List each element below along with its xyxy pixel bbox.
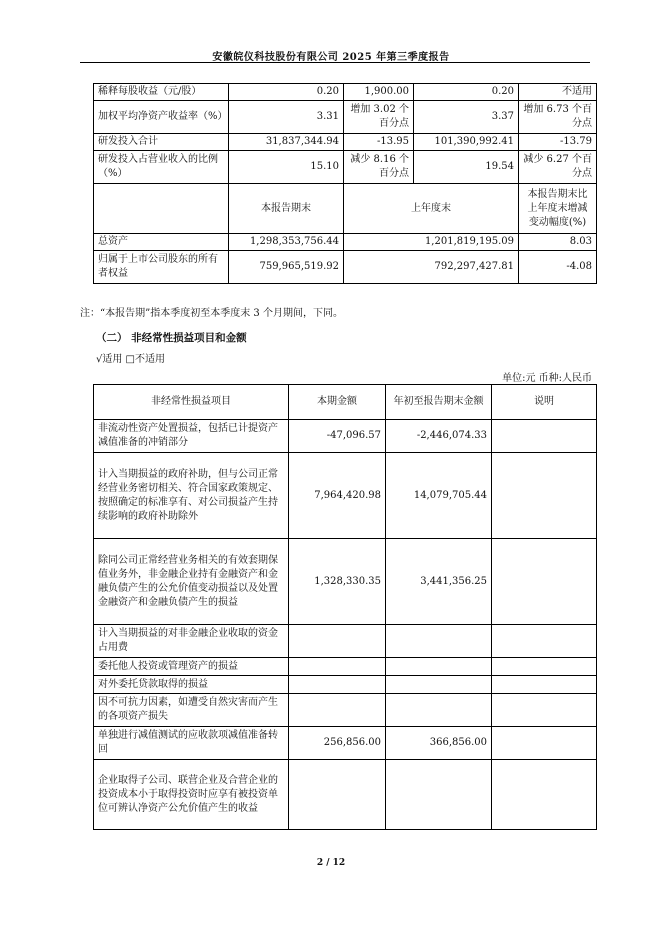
cell-ytd: 366,856.00 xyxy=(386,727,492,760)
table-row xyxy=(94,625,597,658)
table-row xyxy=(94,658,597,676)
cell-ytd xyxy=(386,676,492,694)
table-row xyxy=(94,84,597,101)
cell-period-end: 1,298,353,756.44 xyxy=(229,234,344,251)
cell-current: 1,328,330.35 xyxy=(289,539,386,625)
table-row xyxy=(94,676,597,694)
col-header-item: 非经常性损益项目 xyxy=(94,385,289,420)
cell-change: 8.03 xyxy=(519,234,597,251)
table-row xyxy=(94,727,597,760)
table-row xyxy=(94,453,597,539)
table-subheader-row xyxy=(94,184,597,234)
cell-ytd xyxy=(386,658,492,676)
table-row xyxy=(94,251,597,284)
cell-ytd-change: 不适用 xyxy=(519,84,597,101)
cell-ytd-change: -13.79 xyxy=(519,134,597,151)
row-label: 总资产 xyxy=(94,234,229,251)
cell-remark xyxy=(492,420,597,453)
cell-period-end: 759,965,519.92 xyxy=(229,251,344,284)
cell-current xyxy=(289,676,386,694)
table-row xyxy=(94,539,597,625)
page-number: 2 / 12 xyxy=(316,858,346,868)
cell-remark xyxy=(492,625,597,658)
cell-current xyxy=(289,625,386,658)
table-row xyxy=(94,694,597,727)
cell-ytd: 101,390,992.41 xyxy=(414,134,519,151)
col-header-period-end: 本报告期末 xyxy=(229,184,344,234)
row-item: 计入当期损益的政府补助，但与公司正常经营业务密切相关、符合国家政策规定、按照确定的标准享有、对公司损益产生持续影响的政府补助除外 xyxy=(94,453,289,539)
cell-current: 7,964,420.98 xyxy=(289,453,386,539)
table-note: 注：“本报告期”指本季度初至本季度末 3 个月期间，下同。 xyxy=(80,308,343,319)
cell-change: 减少 8.16 个百分点 xyxy=(344,151,414,184)
cell-ytd: 14,079,705.44 xyxy=(386,453,492,539)
non-recurring-gains-table xyxy=(93,384,597,830)
row-label: 加权平均净资产收益率（%） xyxy=(94,101,229,134)
cell-change: 增加 3.02 个百分点 xyxy=(344,101,414,134)
cell-ytd xyxy=(386,625,492,658)
table-row xyxy=(94,420,597,453)
cell-remark xyxy=(492,727,597,760)
table-row xyxy=(94,151,597,184)
col-header-last-year-end: 上年度末 xyxy=(344,184,519,234)
col-header-ytd: 年初至报告期末金额 xyxy=(386,385,492,420)
cell-remark xyxy=(492,539,597,625)
table-row xyxy=(94,760,597,830)
blank-cell xyxy=(94,184,229,234)
cell-ytd: 3,441,356.25 xyxy=(386,539,492,625)
cell-last-year-end: 1,201,819,195.09 xyxy=(344,234,519,251)
cell-ytd: -2,446,074.33 xyxy=(386,420,492,453)
table-row xyxy=(94,234,597,251)
cell-last-year-end: 792,297,427.81 xyxy=(344,251,519,284)
cell-change: -13.95 xyxy=(344,134,414,151)
cell-remark xyxy=(492,760,597,830)
row-item: 计入当期损益的对非金融企业收取的资金占用费 xyxy=(94,625,289,658)
row-label: 归属于上市公司股东的所有者权益 xyxy=(94,251,229,284)
row-item: 对外委托贷款取得的损益 xyxy=(94,676,289,694)
section-title: （二） 非经常性损益项目和金额 xyxy=(96,332,247,344)
row-item: 企业取得子公司、联营企业及合营企业的投资成本小于取得投资时应享有被投资单位可辨认净资产公允价值产生的收益 xyxy=(94,760,289,830)
cell-current xyxy=(289,694,386,727)
cell-current: 0.20 xyxy=(229,84,344,101)
col-header-remark: 说明 xyxy=(492,385,597,420)
cell-current: 3.31 xyxy=(229,101,344,134)
table-header-row xyxy=(94,385,597,420)
cell-remark xyxy=(492,658,597,676)
cell-change: 1,900.00 xyxy=(344,84,414,101)
table-row xyxy=(94,101,597,134)
report-header-title: 安徽皖仪科技股份有限公司 2025 年第三季度报告 xyxy=(212,52,450,63)
col-header-change: 本报告期末比上年度末增减变动幅度(%) xyxy=(519,184,597,234)
cell-ytd: 19.54 xyxy=(414,151,519,184)
row-item: 除同公司正常经营业务相关的有效套期保值业务外，非金融企业持有金融资产和金融负债产生的公允价值变动损益以及处置金融资产和金融负债产生的损益 xyxy=(94,539,289,625)
cell-current xyxy=(289,760,386,830)
cell-ytd: 3.37 xyxy=(414,101,519,134)
table-row xyxy=(94,134,597,151)
row-label: 研发投入合计 xyxy=(94,134,229,151)
cell-ytd xyxy=(386,760,492,830)
cell-ytd xyxy=(386,694,492,727)
cell-current: 31,837,344.94 xyxy=(229,134,344,151)
cell-remark xyxy=(492,676,597,694)
row-label: 研发投入占营业收入的比例（%） xyxy=(94,151,229,184)
applicability-checkbox-line: √适用 □不适用 xyxy=(96,354,165,365)
cell-ytd-change: 增加 6.73 个百分点 xyxy=(519,101,597,134)
cell-remark xyxy=(492,694,597,727)
financial-indicators-table xyxy=(93,83,597,284)
cell-ytd-change: 减少 6.27 个百分点 xyxy=(519,151,597,184)
cell-remark xyxy=(492,453,597,539)
header-rule xyxy=(80,62,590,63)
row-item: 因不可抗力因素，如遭受自然灾害而产生的各项资产损失 xyxy=(94,694,289,727)
col-header-current: 本期金额 xyxy=(289,385,386,420)
cell-change: -4.08 xyxy=(519,251,597,284)
cell-current xyxy=(289,658,386,676)
cell-current: -47,096.57 xyxy=(289,420,386,453)
row-item: 单独进行减值测试的应收款项减值准备转回 xyxy=(94,727,289,760)
row-item: 委托他人投资或管理资产的损益 xyxy=(94,658,289,676)
row-label: 稀释每股收益（元/股） xyxy=(94,84,229,101)
currency-unit: 单位:元 币种:人民币 xyxy=(502,373,592,384)
cell-current: 256,856.00 xyxy=(289,727,386,760)
cell-current: 15.10 xyxy=(229,151,344,184)
cell-ytd: 0.20 xyxy=(414,84,519,101)
row-item: 非流动性资产处置损益，包括已计提资产减值准备的冲销部分 xyxy=(94,420,289,453)
